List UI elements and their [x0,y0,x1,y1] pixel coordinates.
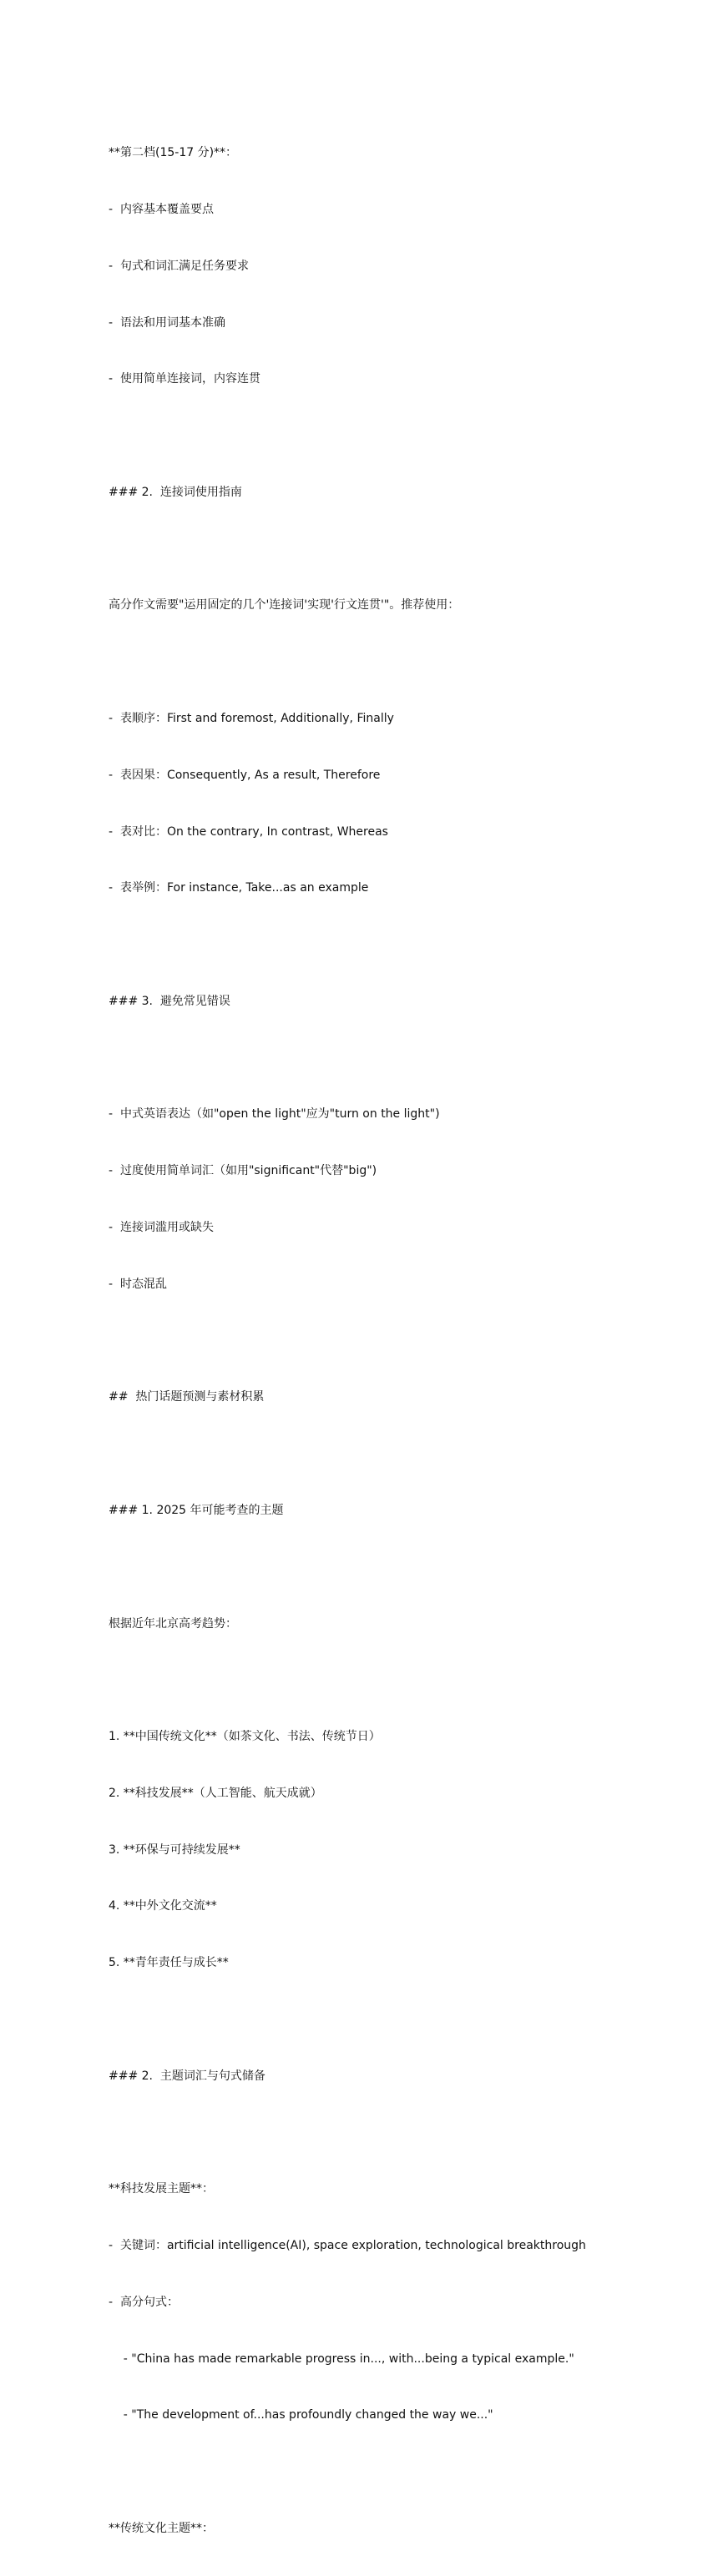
list-item: - 关键词：artificial intelligence(AI), space exploration, technological breakthrough [109,2239,586,2253]
subheading-tech-theme: **科技发展主题**： [109,2182,214,2196]
list-item: - 表举例：For instance, Take...as an example [109,881,369,895]
numbered-item: 5. **青年责任与成长** [109,1956,229,1970]
list-item: - 句式和词汇满足任务要求 [109,259,249,273]
blank-line [109,1558,676,1577]
blank-line [109,1049,676,1068]
document-body [109,106,676,2576]
blank-line [109,1444,676,1464]
list-item: - 中式英语表达（如"open the light"应为"turn on the light") [109,1107,440,1122]
heading-common-errors: ### 3. 避免常见错误 [109,994,230,1008]
subheading-culture-theme: **传统文化主题**： [109,2522,214,2535]
blank-line [109,2124,676,2143]
blank-line [109,2010,676,2029]
blank-line [109,1332,676,1351]
paragraph-text: 高分作文需要"运用固定的几个'连接词'实现'行文连贯'"。推荐使用： [109,598,460,612]
list-item: - 连接词滥用或缺失 [109,1221,214,1235]
numbered-item: 3. **环保与可持续发展** [109,1843,240,1857]
heading-2025-themes: ### 1. 2025 年可能考查的主题 [109,1503,284,1517]
blank-line [109,426,676,446]
blank-line [109,653,676,672]
blank-line [109,540,676,559]
list-item: - 过度使用简单词汇（如用"significant"代替"big") [109,1164,377,1178]
list-item: - 语法和用词基本准确 [109,315,225,330]
list-item: - 表对比：On the contrary, In contrast, Whereas [109,824,388,839]
numbered-item: 4. **中外文化交流** [109,1899,217,1913]
numbered-item: 1. **中国传统文化**（如茶文化、书法、传统节日） [109,1730,381,1744]
blank-line [109,2463,676,2482]
nested-list-item: - "The development of...has profoundly changed the way we..." [109,2408,493,2422]
section-heading-tier-two: **第二档(15-17 分)**： [109,146,238,160]
heading-vocabulary-sentences: ### 2. 主题词汇与句式储备 [109,2069,265,2083]
list-item: - 内容基本覆盖要点 [109,202,214,216]
blank-line [109,935,676,955]
paragraph-text: 根据近年北京高考趋势： [109,1616,237,1631]
list-item: - 高分句式： [109,2295,179,2309]
heading-hot-topics: ## 热门话题预测与素材积累 [109,1390,265,1404]
numbered-item: 2. **科技发展**（人工智能、航天成就） [109,1786,322,1800]
heading-connectives-guide: ### 2. 连接词使用指南 [109,485,242,499]
list-item: - 时态混乱 [109,1277,167,1291]
blank-line [109,1671,676,1690]
list-item: - 表顺序：First and foremost, Additionally, Finally [109,712,394,725]
nested-list-item: - "China has made remarkable progress in..., with...being a typical example." [109,2352,574,2366]
list-item: - 表因果：Consequently, As a result, Therefore [109,768,381,782]
list-item: - 使用简单连接词，内容连贯 [109,372,260,386]
